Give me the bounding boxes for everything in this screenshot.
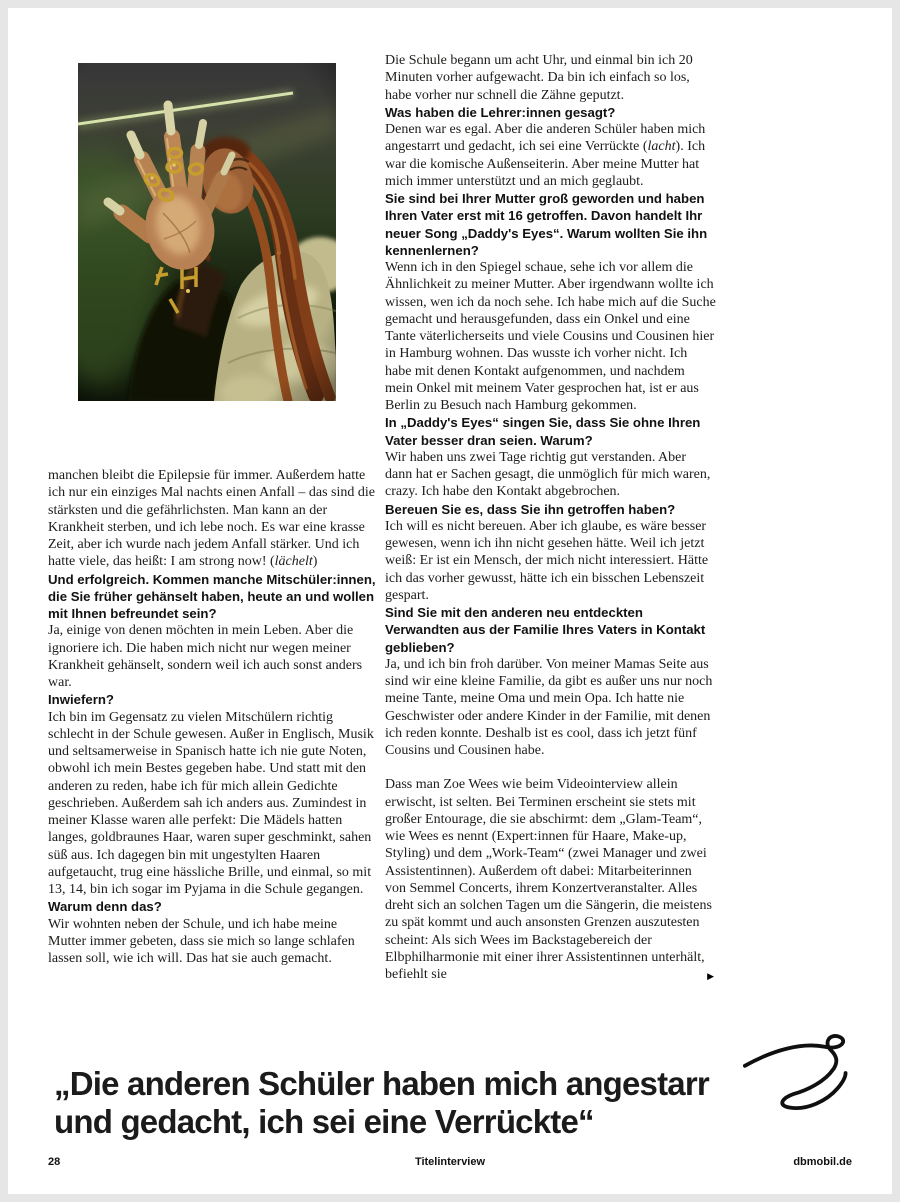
magazine-page xyxy=(8,8,892,1194)
interview-question: Inwiefern? xyxy=(48,692,114,708)
interview-question: Sind Sie mit den anderen neu entdeckten Verwandten aus der Familie Ihres Vaters in Kontakt geblieben? xyxy=(385,605,706,655)
answer-paragraph xyxy=(48,467,378,571)
pull-quote-line2: und gedacht, ich sei eine Verrückte“ xyxy=(54,1103,594,1140)
answer-paragraph: Wir wohnten neben der Schule, und ich habe meine Mutter immer gebeten, dass sie mich so lange schlafen lassen soll, wie ich will. Das hat sie auch gemacht. xyxy=(48,916,355,966)
answer-paragraph: Ich bin im Gegensatz zu vielen Mitschülern richtig schlecht in der Schule gewesen. Außer in Englisch, Musik und seltsamerweise in Spanisch hatte ich nie gute Noten, obwohl ich mein Bestes gegeben habe. Und statt mit den anderen zu reden, habe ich für mich allein Gedichte geschrieben. Außerdem sah ich anders aus. Zumindest in meiner Klasse waren alle perfekt: Die Mädels hatten langes, goldbraunes Haar, waren super geschminkt, sahen süß aus. Ich dagegen bin mit ungestylten Haaren aufgetaucht, trug eine hässliche Brille, und einmal, so mit 13, 14, bin ich sogar im Pyjama in die Schule gegangen. xyxy=(48,709,374,897)
interview-question: Und erfolgreich. Kommen manche Mitschüler:innen, die Sie früher gehänselt haben, heute an und wollen mit Ihnen befreundet sein? xyxy=(48,571,376,621)
answer-paragraph xyxy=(385,121,716,190)
interview-question: Was haben die Lehrer:innen gesagt? xyxy=(385,104,616,120)
interview-question: Bereuen Sie es, dass Sie ihn getroffen haben? xyxy=(385,501,676,517)
paragraph-gap xyxy=(385,759,716,776)
answer-text: ). Ich war die komische Außenseiterin. Aber meine Mutter hat mich immer unterstützt und an mich geglaubt. xyxy=(385,139,706,189)
narrative-paragraph xyxy=(385,776,716,983)
right-text-column xyxy=(385,52,716,983)
left-text-column xyxy=(48,467,378,967)
continue-arrow-icon: ▶ xyxy=(707,971,714,982)
answer-paragraph: Ja, einige von denen möchten in mein Leben. Aber die ignoriere ich. Die haben mich nicht nur wegen meiner Krankheit gehänselt, sondern weil ich auch sonst anders war. xyxy=(48,623,363,690)
answer-text: Denen war es egal. Aber die anderen Schüler haben mich angestarrt und gedacht, ich sei eine Verrückte ( xyxy=(385,122,706,155)
cover-photo xyxy=(78,63,336,401)
interview-question: Sie sind bei Ihrer Mutter groß geworden und haben Ihren Vater erst mit 16 getroffen. Davon handelt Ihr neuer Song „Daddy's Eyes“. Warum wollten Sie ihn kennenlernen? xyxy=(385,191,708,258)
calligraphic-swash-icon xyxy=(743,1030,861,1118)
cover-photo-illustration xyxy=(78,63,336,401)
section-title: Titelinterview xyxy=(414,1156,486,1168)
website-url: dbmobil.de xyxy=(793,1156,852,1168)
stage-direction: lacht xyxy=(647,139,676,155)
answer-paragraph: Wir haben uns zwei Tage richtig gut verstanden. Aber dann hat er Sachen gesagt, die unmöglich für mich waren, crazy. Ich habe den Kontakt abgebrochen. xyxy=(385,449,711,500)
answer-paragraph: Wenn ich in den Spiegel schaue, sehe ich vor allem die Ähnlichkeit zu meiner Mutter. Aber irgendwann wollte ich wissen, wen ich da noch sehe. Ich habe mich auf die Suche gemacht und herausgefunden, dass ein Onkel und eine Tante väterlicherseits und viele Cousins und Cousinen hier in Hamburg wohnen. Das wusste ich vorher nicht. Ich habe mit denen Kontakt aufgenommen, und nachdem mein Onkel mit meinem Vater gesprochen hat, ist er aus Berlin zu Besuch nach Hamburg gekommen. xyxy=(385,260,716,413)
interview-question: Warum denn das? xyxy=(48,899,162,915)
answer-paragraph: Ich will es nicht bereuen. Aber ich glaube, es wäre besser gewesen, wenn ich ihn nicht gesehen hätte. Weil ich jetzt weiß: Er ist ein Mensch, der mich nicht interessiert. Hätte ich das vorher gewusst, hätte ich ein bisschen Lebenszeit gespart. xyxy=(385,518,709,603)
answer-paragraph: Ja, und ich bin froh darüber. Von meiner Mamas Seite aus sind wir eine kleine Familie, da gibt es außer uns nur noch meine Tante, meine Oma und mein Opa. Ich hatte nie Geschwister oder andere Kinder in der Familie, mit denen ich reden konnte. Deshalb ist es cool, dass ich jetzt fünf Cousins und Cousinen habe. xyxy=(385,656,713,758)
answer-text: manchen bleibt die Epilepsie für immer. Außerdem hatte ich nur ein einziges Mal nachts einen Anfall – das sind die stärksten und die gefährlichsten. Man kann an der Krankheit sterben, und ich lebe noch. Es war eine krasse Zeit, aber ich wurde nach jedem Anfall stärker. Und ich hatte viele, das heißt: I am strong now! ( xyxy=(48,468,375,570)
stage-direction: lächelt xyxy=(274,554,313,570)
pull-quote xyxy=(54,1065,854,1141)
answer-text: ) xyxy=(312,554,318,570)
answer-paragraph: Die Schule begann um acht Uhr, und einmal bin ich 20 Minuten vorher aufgewacht. Da bin ich einfach so los, habe vorher nur schnell die Zähne geputzt. xyxy=(385,53,693,103)
narrative-text: Dass man Zoe Wees wie beim Videointerview allein erwischt, ist selten. Bei Terminen erscheint sie stets mit großer Entourage, die sie abschirmt: dem „Glam-Team“, wie Wees es nennt (Expert:innen für Haare, Make-up, Styling) und dem „Work-Team“ (zwei Manager und zwei Assistentinnen). Außerdem oft dabei: Mitarbeiterinnen von Semmel Concerts, ihrem Konzertveranstalter. Alles dreht sich an solchen Tagen um die Sängerin, die meistens zu spät kommt und auch ansonsten Grenzen auszutesten scheint: Als sich Wees im Backstagebereich der Elbphilharmonie mit einer ihrer Assistentinnen unterhält, befiehlt sie xyxy=(385,777,712,982)
page-footer xyxy=(48,1156,852,1168)
pull-quote-line1: „Die anderen Schüler haben mich angestarr xyxy=(54,1065,709,1102)
interview-question: In „Daddy's Eyes“ singen Sie, dass Sie ohne Ihren Vater besser dran seien. Warum? xyxy=(385,415,701,448)
page-number: 28 xyxy=(48,1156,61,1168)
